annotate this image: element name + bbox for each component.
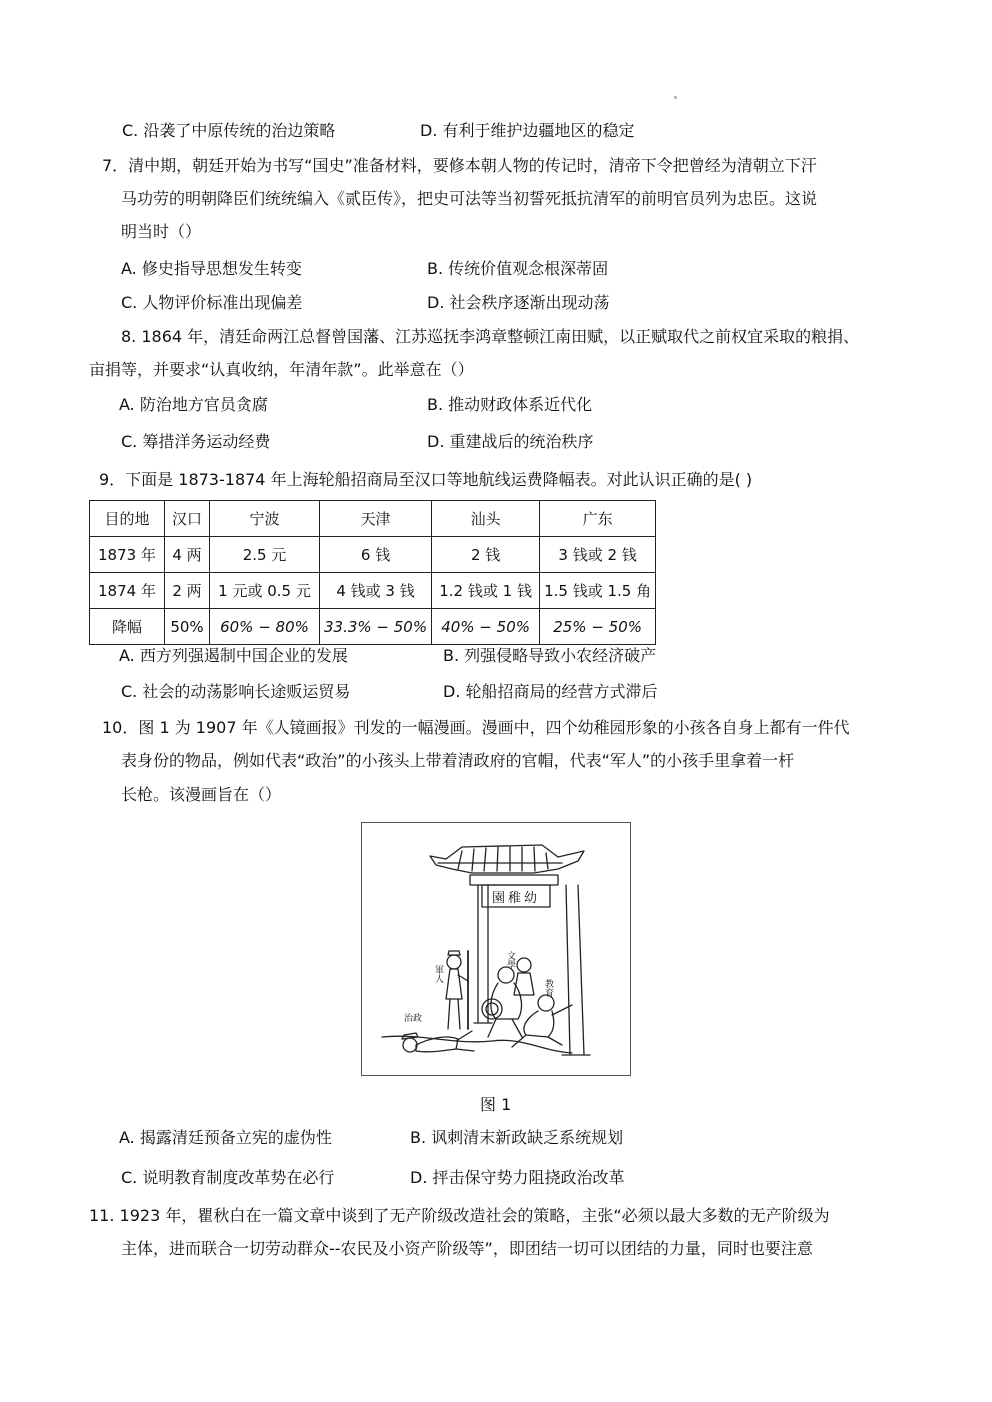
table-cell: 2.5 元 [210, 537, 320, 573]
q8-stem-line2: 亩捐等，并要求“认真收纳，年清年款”。此举意在（） [89, 360, 474, 379]
q10-option-c[interactable]: C. 说明教育制度改革势在必行 [121, 1168, 335, 1187]
table-cell: 1874 年 [90, 573, 165, 609]
header-cell: 汕头 [432, 501, 540, 537]
scan-dot [674, 96, 677, 99]
q8-option-c[interactable]: C. 筹措洋务运动经费 [121, 432, 271, 451]
q7-option-d[interactable]: D. 社会秩序逐渐出现动荡 [427, 293, 610, 312]
header-cell: 汉口 [165, 501, 210, 537]
q6-option-c[interactable]: C. 沿袭了中原传统的治边策略 [122, 121, 336, 140]
q11-stem-line2: 主体，进而联合一切劳动群众--农民及小资产阶级等”，即团结一切可以团结的力量，同时也要注意 [121, 1239, 813, 1258]
table-row [90, 573, 656, 609]
header-cell: 宁波 [210, 501, 320, 537]
q8-option-b[interactable]: B. 推动财政体系近代化 [427, 395, 593, 414]
gate-plaque-text: 園稚幼 [491, 891, 541, 906]
soldier-body [446, 969, 462, 999]
header-cell: 目的地 [90, 501, 165, 537]
freight-reduction-table [89, 500, 656, 645]
table-header-row [90, 501, 656, 537]
q7-option-b[interactable]: B. 传统价值观念根深蒂固 [427, 259, 609, 278]
table-cell: 40% − 50% [432, 609, 540, 645]
label-military: 軍人 [433, 965, 443, 983]
table-row [90, 609, 656, 645]
table-cell: 33.3% − 50% [320, 609, 432, 645]
table-cell: 3 钱或 2 钱 [540, 537, 656, 573]
q7-stem-line1: 7．清中期，朝廷开始为书写“国史”准备材料，要修本朝人物的传记时，清帝下令把曾经为清朝立下汗 [102, 156, 817, 175]
table-cell: 4 钱或 3 钱 [320, 573, 432, 609]
q10-stem-line2: 表身份的物品，例如代表“政治”的小孩头上带着清政府的官帽，代表“军人”的小孩手里拿着一杆 [121, 751, 795, 770]
roof-outline [430, 845, 584, 873]
q9-option-c[interactable]: C. 社会的动荡影响长途贩运贸易 [121, 682, 351, 701]
q11-stem-line1: 11. 1923 年，瞿秋白在一篇文章中谈到了无产阶级改造社会的策略，主张“必须以最大多数的无产阶级为 [89, 1206, 830, 1225]
q10-stem-line1: 10．图 1 为 1907 年《人镜画报》刊发的一幅漫画。漫画中，四个幼稚园形象的小孩各自身上都有一件代 [102, 718, 850, 737]
wreath [482, 999, 502, 1019]
q10-stem-line3: 长枪。该漫画旨在（） [121, 785, 282, 804]
table-cell: 1873 年 [90, 537, 165, 573]
table-cell: 1.5 钱或 1.5 角 [540, 573, 656, 609]
table-cell: 1.2 钱或 1 钱 [432, 573, 540, 609]
table-cell: 60% − 80% [210, 609, 320, 645]
table-cell: 1 元或 0.5 元 [210, 573, 320, 609]
cartoon-figure [361, 822, 631, 1076]
table-cell: 25% − 50% [540, 609, 656, 645]
table-cell: 50% [165, 609, 210, 645]
kindergarten-cartoon-illustration [362, 823, 630, 1075]
q9-option-a[interactable]: A. 西方列强遏制中国企业的发展 [119, 646, 348, 665]
table-cell: 2 两 [165, 573, 210, 609]
figure-caption: 图 1 [480, 1095, 512, 1114]
header-cell: 广东 [540, 501, 656, 537]
table-cell: 4 两 [165, 537, 210, 573]
q9-option-b[interactable]: B. 列强侵略导致小农经济破产 [443, 646, 657, 665]
table-cell: 2 钱 [432, 537, 540, 573]
table-row [90, 537, 656, 573]
table-cell: 降幅 [90, 609, 165, 645]
label-education: 教育 [543, 979, 553, 997]
q10-option-d[interactable]: D. 抨击保守势力阻挠政治改革 [410, 1168, 625, 1187]
q7-stem-line2: 马功劳的明朝降臣们统统编入《贰臣传》，把史可法等当初誓死抵抗清军的前明官员列为忠臣。这说 [121, 189, 818, 208]
q7-option-c[interactable]: C. 人物评价标准出现偏差 [121, 293, 303, 312]
q9-option-d[interactable]: D. 轮船招商局的经营方式滞后 [443, 682, 658, 701]
q8-option-a[interactable]: A. 防治地方官员贪腐 [119, 395, 268, 414]
q8-stem-line1: 8. 1864 年，清廷命两江总督曾国藩、江苏巡抚李鸿章整顿江南田赋，以正赋取代之前权宜采取的粮捐、 [121, 327, 860, 346]
q10-option-a[interactable]: A. 揭露清廷预备立宪的虚伪性 [119, 1128, 332, 1147]
q6-option-d[interactable]: D. 有利于维护边疆地区的稳定 [420, 121, 635, 140]
q9-stem: 9．下面是 1873-1874 年上海轮船招商局至汉口等地航线运费降幅表。对此认识正确的是( ) [99, 470, 753, 489]
q7-stem-line3: 明当时（） [121, 222, 202, 241]
q10-option-b[interactable]: B. 讽刺清末新政缺乏系统规划 [410, 1128, 624, 1147]
soldier-head [447, 955, 461, 969]
header-cell: 天津 [320, 501, 432, 537]
q8-option-d[interactable]: D. 重建战后的统治秩序 [427, 432, 594, 451]
label-literature: 文學 [505, 951, 515, 969]
q7-option-a[interactable]: A. 修史指导思想发生转变 [121, 259, 302, 278]
table-cell: 6 钱 [320, 537, 432, 573]
label-politics: 治政 [404, 1014, 423, 1024]
